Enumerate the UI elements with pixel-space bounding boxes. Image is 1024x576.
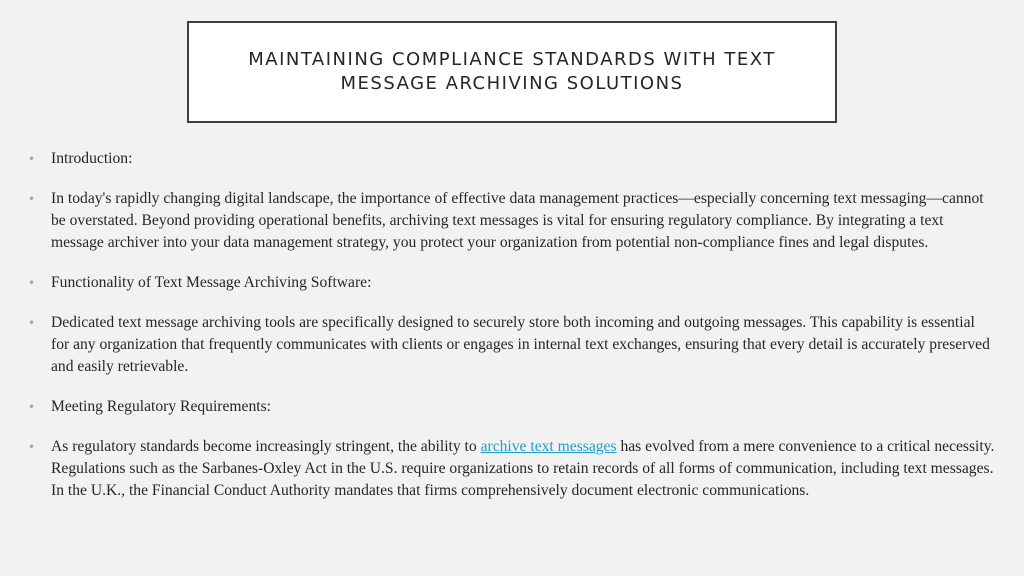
bullet-icon: • — [28, 192, 36, 206]
bullet-icon: • — [28, 152, 36, 166]
bullet-item-regulatory-body — [28, 436, 996, 502]
bullet-list — [28, 148, 996, 520]
bullet-text: In today's rapidly changing digital landscape, the importance of effective data management practices—especially concerning text messaging—cannot be overstated. Beyond providing operational benefits, archiving text messages is vital for ensuring regulatory compliance. By integrating a text message archiver into your data management strategy, you protect your organization from potential non-compliance fines and legal disputes. — [51, 190, 984, 251]
bullet-text: Functionality of Text Message Archiving Software: — [51, 274, 372, 291]
archive-text-messages-link[interactable]: archive text messages — [480, 438, 617, 455]
bullet-text: Meeting Regulatory Requirements: — [51, 398, 271, 415]
bullet-item-functionality-heading — [28, 272, 996, 294]
bullet-text: Dedicated text message archiving tools are specifically designed to securely store both incoming and outgoing messages. This capability is essential for any organization that frequently communicates with clients or engages in internal text exchanges, ensuring that every detail is accurately preserved and easily retrievable. — [51, 314, 990, 375]
bullet-item-regulatory-heading — [28, 396, 996, 418]
title-box — [187, 21, 837, 123]
bullet-icon: • — [28, 440, 36, 454]
bullet-item-introduction-body — [28, 188, 996, 254]
slide-title: MAINTAINING COMPLIANCE STANDARDS WITH TEXT MESSAGE ARCHIVING SOLUTIONS — [248, 49, 776, 94]
bullet-icon: • — [28, 276, 36, 290]
bullet-text: Introduction: — [51, 150, 133, 167]
bullet-text-after-link: has evolved from a mere convenience to a critical necessity. Regulations such as the Sarbanes-Oxley Act in the U.S. require organizations to retain records of all forms of communication, including text messages. In the U.K., the Financial Conduct Authority mandates that firms comprehensively document electronic communications. — [51, 438, 995, 499]
bullet-item-functionality-body — [28, 312, 996, 378]
bullet-icon: • — [28, 400, 36, 414]
bullet-icon: • — [28, 316, 36, 330]
bullet-text-before-link: As regulatory standards become increasingly stringent, the ability to — [51, 438, 481, 455]
bullet-item-introduction-heading — [28, 148, 996, 170]
bullet-text — [51, 438, 994, 499]
